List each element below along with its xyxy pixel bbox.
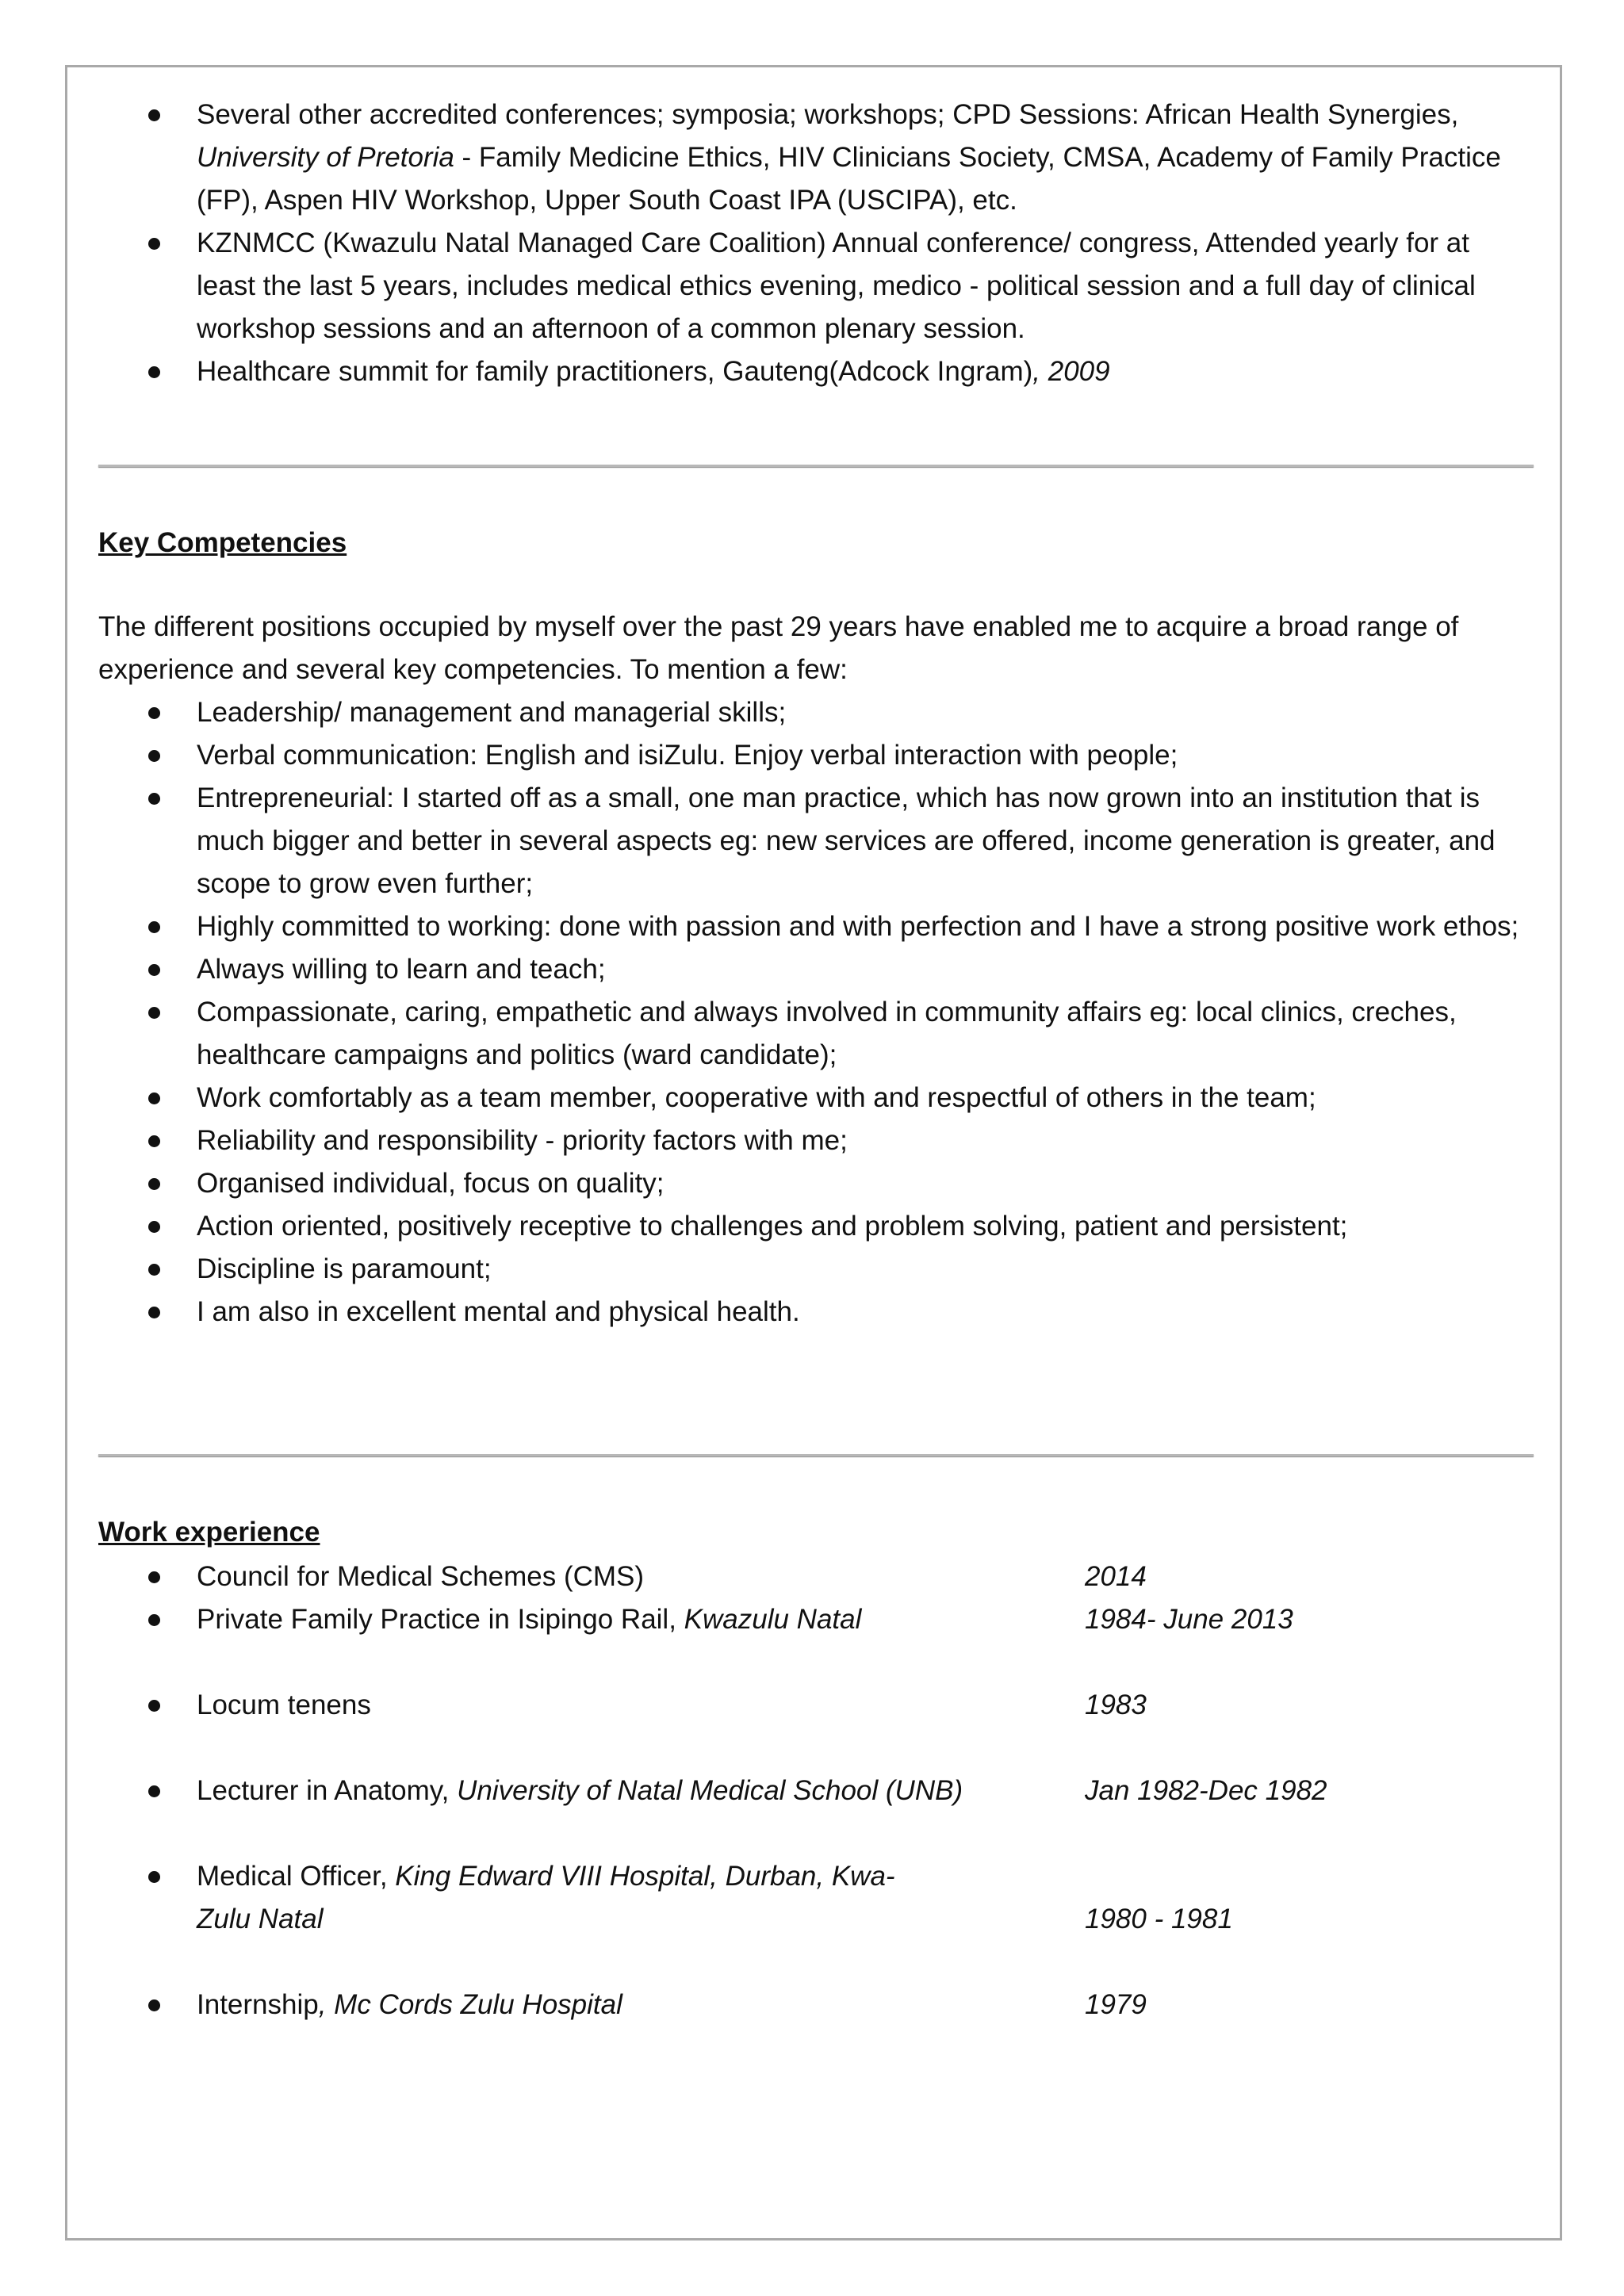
work-date: Jan 1982-Dec 1982 [1085,1775,1327,1806]
bullet-icon [148,1571,160,1583]
bullet-icon [148,707,160,719]
bullet-icon [148,1135,160,1147]
list-item: Always willing to learn and teach; [98,948,1534,991]
section-heading-key-competencies: Key Competencies [98,527,347,558]
work-item: Lecturer in Anatomy, University of Natal Medical School (UNB) Jan 1982-Dec 1982 [98,1770,1534,1812]
work-item: Medical Officer, King Edward VIII Hospital, Durban, Kwa- Zulu Natal 1980 - 1981 [98,1855,1534,1941]
bullet-icon [148,793,160,805]
list-item: Entrepreneurial: I started off as a small, one man practice, which has now grown into an institution that is much bigger and better in several aspects eg: new services are offered, income generation is greater, and scope to grow even further; [98,777,1534,905]
bullet-icon [148,1093,160,1104]
list-item: Discipline is paramount; [98,1248,1534,1291]
list-item: KZNMCC (Kwazulu Natal Managed Care Coalition) Annual conference/ congress, Attended yearly for at least the last 5 years, includes medical ethics evening, medico - political session and a full day of clinical workshop sessions and an afternoon of a common plenary session. [98,222,1534,350]
list-item: Action oriented, positively receptive to challenges and problem solving, patient and persistent; [98,1205,1534,1248]
bullet-icon [148,1871,160,1883]
bullet-icon [148,921,160,933]
work-date: 1979 [1085,1989,1147,2020]
list-item: Work comfortably as a team member, cooperative with and respectful of others in the team; [98,1077,1534,1119]
list-item: Verbal communication: English and isiZulu. Enjoy verbal interaction with people; [98,734,1534,777]
work-date: 1980 - 1981 [1085,1904,1233,1934]
work-item: Private Family Practice in Isipingo Rail, Kwazulu Natal 1984- June 2013 [98,1598,1534,1641]
section-divider [98,1454,1534,1456]
list-item: Leadership/ management and managerial skills; [98,691,1534,734]
conferences-list [98,94,1534,393]
bullet-icon [148,1700,160,1712]
bullet-icon [148,1785,160,1797]
list-item: Several other accredited conferences; symposia; workshops; CPD Sessions: African Health Synergies, University of Pretoria - Family Medicine Ethics, HIV Clinicians Society, CMSA, Academy of Family Practice (FP), Aspen HIV Workshop, Upper South Coast IPA (USCIPA), etc. [98,94,1534,222]
section-heading-work-experience: Work experience [98,1517,320,1548]
key-competencies-list [98,691,1534,1334]
bullet-icon [148,366,160,378]
bullet-icon [148,750,160,762]
bullet-icon [148,238,160,250]
section-divider [98,465,1534,467]
key-competencies-intro: The different positions occupied by myself over the past 29 years have enabled me to acquire a broad range of experience and several key competencies. To mention a few: [98,611,1459,685]
list-item: Highly committed to working: done with passion and with perfection and I have a strong positive work ethos; [98,905,1534,948]
bullet-icon [148,1221,160,1233]
work-date: 1984- June 2013 [1085,1604,1293,1635]
work-date: 1983 [1085,1689,1147,1720]
work-item: Council for Medical Schemes (CMS) 2014 [98,1556,1534,1598]
work-item: Locum tenens 1983 [98,1684,1534,1727]
bullet-icon [148,1264,160,1276]
list-item: Reliability and responsibility - priority factors with me; [98,1119,1534,1162]
bullet-icon [148,1999,160,2011]
bullet-icon [148,109,160,121]
bullet-icon [148,1178,160,1190]
bullet-icon [148,964,160,976]
list-item: I am also in excellent mental and physical health. [98,1291,1534,1334]
list-item: Healthcare summit for family practitioners, Gauteng(Adcock Ingram), 2009 [98,350,1534,393]
bullet-icon [148,1007,160,1019]
bullet-icon [148,1307,160,1318]
work-item: Internship, Mc Cords Zulu Hospital 1979 [98,1984,1534,2026]
bullet-icon [148,1614,160,1626]
work-date: 2014 [1085,1561,1147,1592]
list-item: Organised individual, focus on quality; [98,1162,1534,1205]
list-item: Compassionate, caring, empathetic and always involved in community affairs eg: local clinics, creches, healthcare campaigns and politics (ward candidate); [98,991,1534,1077]
